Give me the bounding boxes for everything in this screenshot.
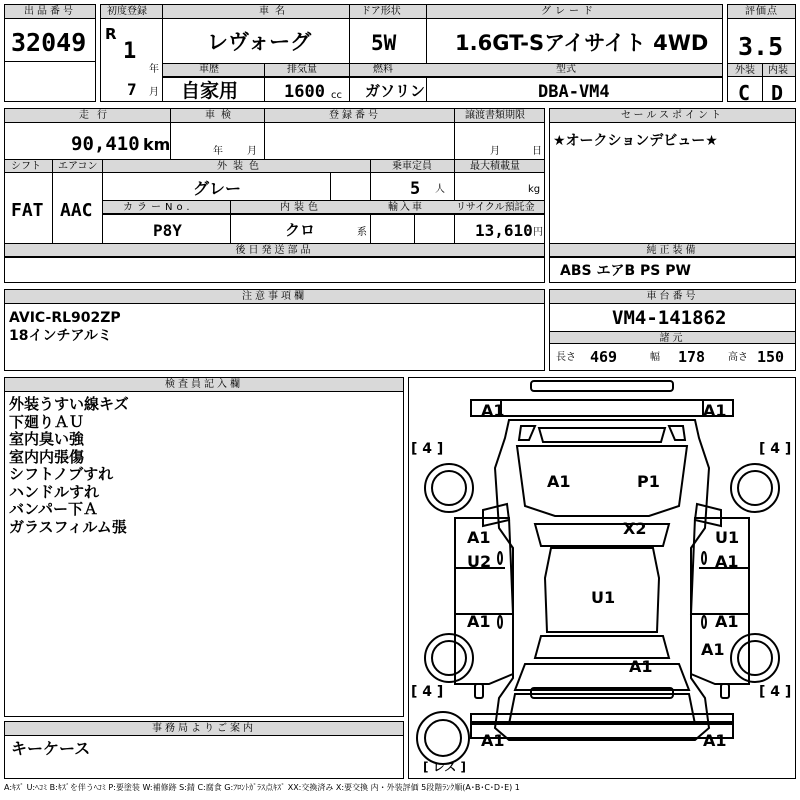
- listing-number: 32049: [11, 28, 87, 57]
- damage-hood-right: P1: [637, 472, 660, 491]
- int-color: クロ: [285, 221, 316, 239]
- sales-point-box: [549, 108, 796, 283]
- ext-color: グレー: [193, 179, 242, 198]
- color-no-label: カラーNo.: [123, 202, 194, 213]
- transfer-day: 日: [532, 146, 542, 157]
- damage-tailgate: A1: [629, 657, 653, 676]
- interior-label: 内装: [768, 65, 788, 76]
- length: 469: [590, 348, 618, 366]
- recycle: 13,610: [475, 221, 533, 240]
- car-diagram: [408, 377, 796, 779]
- width-label: 幅: [650, 352, 660, 363]
- interior-grade: D: [771, 81, 784, 105]
- damage-hood-left: A1: [547, 472, 571, 491]
- specs-header: 諸元: [550, 331, 795, 344]
- score-header: 評価点: [728, 5, 795, 19]
- mileage-label: 走行: [79, 110, 115, 121]
- length-label: 長さ: [556, 352, 576, 363]
- damage-right-rear-door: A1: [715, 612, 739, 631]
- damage-front-right: A1: [703, 401, 727, 420]
- exterior-label: 外装: [735, 65, 755, 76]
- damage-rear-right: A1: [703, 731, 727, 750]
- mileage: 90,410: [71, 133, 140, 155]
- first-reg-label: 初度登録: [107, 6, 147, 17]
- recycle-label: リサイクル預託金: [456, 202, 535, 213]
- chassis-header: 車台番号: [550, 290, 795, 304]
- car-name-label: 車名: [259, 6, 291, 17]
- yen-unit: 円: [533, 227, 543, 238]
- era-label: R: [105, 25, 117, 43]
- max-load-label: 最大積載量: [470, 161, 520, 172]
- month-unit: 月: [149, 87, 159, 98]
- tire-rear-right: [ 4 ]: [759, 684, 792, 700]
- damage-left-rear-door: A1: [467, 612, 491, 631]
- year-unit: 年: [149, 64, 159, 75]
- model-label: 型式: [556, 64, 576, 75]
- damage-right-front-door-b: A1: [715, 552, 739, 571]
- inspector-box: [4, 377, 404, 717]
- grade: 1.6GT-Sアイサイト 4WD: [455, 31, 709, 55]
- exterior-grade: C: [738, 81, 751, 105]
- damage-left-front-door-b: U2: [467, 552, 492, 571]
- persons-unit: 人: [435, 184, 445, 195]
- inspector-note: 下廻りＡＵ: [9, 412, 85, 431]
- displacement: 1600: [284, 82, 325, 102]
- door-type: 5W: [371, 31, 397, 55]
- damage-right-quarter: A1: [701, 640, 725, 659]
- inspector-note: 室内臭い強: [9, 430, 85, 448]
- office-header: 事務局よりご案内: [5, 722, 403, 736]
- car-name: レヴォーグ: [207, 30, 312, 54]
- note-item: AVIC-RL902ZP: [9, 310, 121, 326]
- inspector-note: 外装うすい線キズ: [9, 395, 129, 413]
- notes-box: [4, 289, 545, 371]
- inspector-note: バンパー下Ａ: [9, 500, 98, 518]
- damage-right-front-door-a: U1: [715, 528, 740, 547]
- height: 150: [757, 348, 785, 366]
- sales-point-text: ★オークションデビュー★: [553, 133, 718, 149]
- fuel-label: 燃料: [373, 64, 393, 75]
- listing-no-header: 出品番号: [5, 5, 95, 19]
- genuine-equipment: ABS エアB PS PW: [560, 263, 691, 279]
- aircon: AAC: [60, 200, 93, 221]
- vehicle-header-grid: [100, 4, 723, 102]
- inspector-list: [9, 396, 129, 536]
- displacement-label: 排気量: [287, 64, 317, 75]
- history: 自家用: [181, 80, 239, 102]
- score-cell: [727, 4, 796, 105]
- reg-year: 1: [123, 39, 137, 64]
- model-code: DBA-VM4: [538, 82, 610, 102]
- reg-month: 7: [127, 80, 137, 99]
- damage-left-front-door-a: A1: [467, 528, 491, 547]
- listing-no-cell: [4, 4, 96, 102]
- damage-rear-left: A1: [481, 731, 505, 750]
- tire-front-right: [ 4 ]: [759, 441, 792, 457]
- chassis-number: VM4-141862: [612, 307, 727, 329]
- tire-rear-left: [ 4 ]: [411, 684, 444, 700]
- genuine-header: 純正装備: [550, 244, 795, 257]
- score-value: 3.5: [738, 32, 784, 61]
- series-unit: 系: [357, 227, 367, 238]
- capacity-label: 乗車定員: [392, 161, 432, 172]
- damage-roof: U1: [591, 588, 616, 607]
- reg-no-label: 登録番号: [329, 110, 381, 121]
- kg-unit: kg: [528, 184, 541, 195]
- height-label: 高さ: [728, 352, 748, 363]
- shift: FAT: [11, 200, 44, 221]
- spare-tire: [ レス ]: [423, 760, 466, 774]
- km-unit: km: [143, 135, 171, 154]
- ext-color-label: 外装色: [217, 161, 265, 172]
- cc-unit: cc: [331, 90, 342, 101]
- note-item: 18インチアルミ: [9, 327, 112, 344]
- inspection-label: 車検: [205, 110, 237, 121]
- import-label: 輸入車: [388, 202, 424, 213]
- notes-header: 注意事項欄: [5, 290, 544, 304]
- later-parts-header: 後日発送部品: [5, 244, 544, 257]
- width: 178: [678, 348, 706, 366]
- color-no: P8Y: [153, 221, 182, 240]
- sales-point-header: セールスポイント: [550, 109, 795, 123]
- fuel: ガソリン: [365, 82, 426, 100]
- office-note: キーケース: [11, 739, 91, 758]
- inspector-note: シフトノブすれ: [9, 465, 114, 483]
- damage-front-left: A1: [481, 401, 505, 420]
- capacity: 5: [410, 179, 421, 199]
- damage-windshield: X2: [623, 519, 647, 538]
- inspection-year: 年: [213, 146, 223, 157]
- notes-list: [9, 310, 121, 345]
- aircon-label: エアコン: [58, 161, 98, 172]
- inspector-note: 室内内張傷: [9, 447, 85, 466]
- shift-label: シフト: [11, 161, 41, 172]
- details-grid: [4, 108, 545, 283]
- legend-footer: A:ｷｽﾞ U:ﾍｺﾐ B:ｷｽﾞを伴うﾍｺﾐ P:要塗装 W:補修跡 S:錆 C:腐食 G:ﾌﾛﾝﾄｶﾞﾗｽ点ｷｽﾞ XX:交換済み X:要交換 内・外装評価 5段階ﾗﾝｸ順(A･B･C･D･E) 1: [4, 783, 520, 792]
- chassis-box: [549, 289, 796, 371]
- office-box: [4, 721, 404, 779]
- grade-label: グレード: [541, 6, 597, 17]
- transfer-label: 譲渡書類期限: [465, 110, 525, 121]
- inspection-month: 月: [247, 146, 257, 157]
- int-color-label: 内装色: [280, 202, 322, 213]
- history-label: 車歴: [199, 64, 219, 75]
- inspector-note: ガラスフィルム張: [9, 517, 127, 536]
- door-label: ドア形状: [361, 6, 401, 17]
- inspector-note: ハンドルすれ: [9, 482, 100, 501]
- transfer-month: 月: [490, 146, 500, 157]
- tire-front-left: [ 4 ]: [411, 441, 444, 457]
- car-outline: [409, 378, 795, 778]
- inspector-header: 検査員記入欄: [5, 378, 403, 392]
